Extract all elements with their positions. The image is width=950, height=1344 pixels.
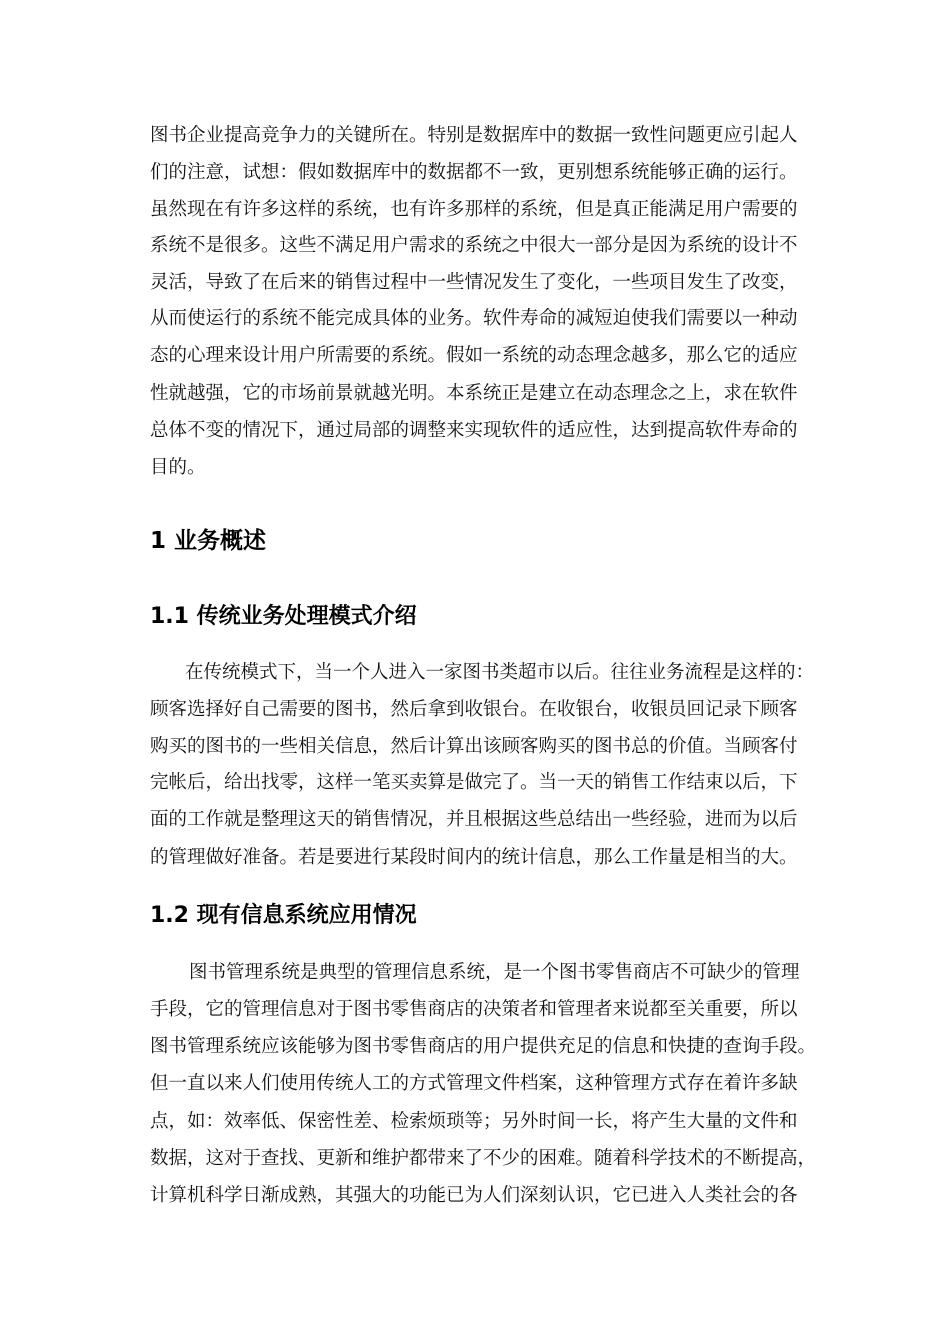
intro-line-7: 态的心理来设计用户所需要的系统。假如一系统的动态理念越多，那么它的适应 bbox=[150, 345, 798, 366]
section-1-2-line-6: 数据，这对于查找、更新和维护都带来了不少的困难。随着科学技术的不断提高， bbox=[150, 1148, 817, 1169]
section-1-2-line-5: 点，如：效率低、保密性差、检索烦琐等；另外时间一长，将产生大量的文件和 bbox=[150, 1111, 798, 1132]
intro-line-3: 虽然现在有许多这样的系统，也有许多那样的系统，但是真正能满足用户需要的 bbox=[150, 199, 798, 220]
intro-line-6: 从而使运行的系统不能完成具体的业务。软件寿命的减短迫使我们需要以一种动 bbox=[150, 308, 798, 329]
section-1-1-line-4: 完帐后，给出找零，这样一笔买卖算是做完了。当一天的销售工作结束以后，下 bbox=[150, 772, 798, 793]
section-1-1-line-6: 的管理做好准备。若是要进行某段时间内的统计信息，那么工作量是相当的大。 bbox=[150, 847, 798, 868]
section-1-1-line-5: 面的工作就是整理这天的销售情况，并且根据这些总结出一些经验，进而为以后 bbox=[150, 809, 798, 830]
section-1-2-line-3: 图书管理系统应该能够为图书零售商店的用户提供充足的信息和快捷的查询手段。 bbox=[150, 1036, 817, 1057]
section-1-2-line-7: 计算机科学日渐成熟，其强大的功能已为人们深刻认识，它已进入人类社会的各 bbox=[150, 1185, 798, 1206]
intro-line-4: 系统不是很多。这些不满足用户需求的系统之中很大一部分是因为系统的设计不 bbox=[150, 235, 798, 256]
section-1-1-line-1: 在传统模式下，当一个人进入一家图书类超市以后。往往业务流程是这样的： bbox=[185, 662, 815, 683]
section-heading-1-1: 1.1 传统业务处理模式介绍 bbox=[150, 604, 417, 629]
section-1-2-line-4: 但一直以来人们使用传统人工的方式管理文件档案，这种管理方式存在着许多缺 bbox=[150, 1073, 798, 1094]
section-1-1-line-2: 顾客选择好自己需要的图书，然后拿到收银台。在收银台，收银员回记录下顾客 bbox=[150, 699, 798, 720]
intro-line-2: 们的注意，试想：假如数据库中的数据都不一致，更别想系统能够正确的运行。 bbox=[150, 162, 798, 183]
intro-line-8: 性就越强，它的市场前景就越光明。本系统正是建立在动态理念之上，求在软件 bbox=[150, 383, 798, 404]
section-heading-1-2: 1.2 现有信息系统应用情况 bbox=[150, 903, 417, 928]
intro-line-1: 图书企业提高竞争力的关键所在。特别是数据库中的数据一致性问题更应引起人 bbox=[150, 125, 798, 146]
section-1-1-line-3: 购买的图书的一些相关信息，然后计算出该顾客购买的图书总的价值。当顾客付 bbox=[150, 736, 798, 757]
intro-line-5: 灵活，导致了在后来的销售过程中一些情况发生了变化，一些项目发生了改变， bbox=[150, 272, 798, 293]
section-1-2-line-2: 手段，它的管理信息对于图书零售商店的决策者和管理者来说都至关重要，所以 bbox=[150, 999, 798, 1020]
section-heading-1: 1 业务概述 bbox=[150, 528, 267, 554]
section-1-2-line-1: 图书管理系统是典型的管理信息系统，是一个图书零售商店不可缺少的管理 bbox=[189, 962, 800, 983]
intro-line-10: 目的。 bbox=[150, 457, 206, 478]
intro-line-9: 总体不变的情况下，通过局部的调整来实现软件的适应性，达到提高软件寿命的 bbox=[150, 420, 798, 441]
